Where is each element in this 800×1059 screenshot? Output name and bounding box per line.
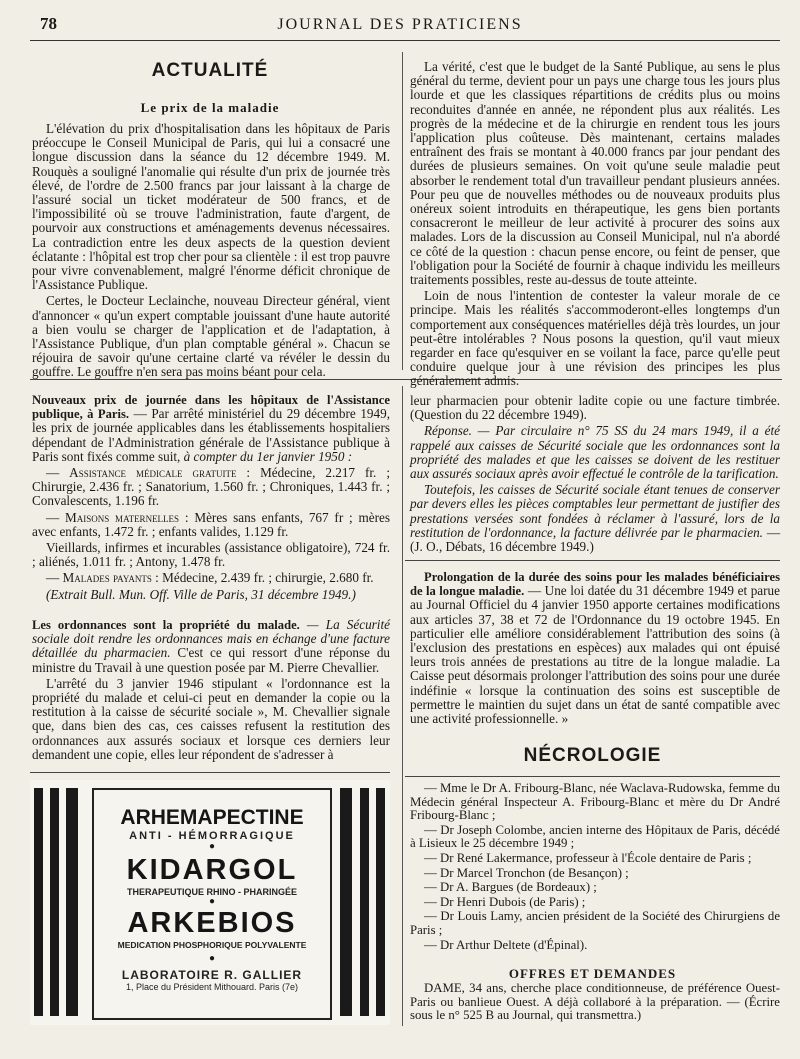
journal-title: JOURNAL DES PRATICIENS — [277, 16, 523, 33]
ad-tagline: ANTI - HÉMORRAGIQUE — [129, 830, 295, 842]
article-lead: Nouveaux prix de journée dans les hôpitaux de l'Assistance publique, à Paris. — [32, 393, 390, 422]
ad-brand: KIDARGOL — [126, 854, 298, 886]
paragraph: Certes, le Docteur Leclainche, nouveau Directeur général, vient d'annoncer « qu'un expert comptable jouissant d'une haute autorité a bien voulu se charger de l'application et de l'adaptation, à l'Assistance Publique, d'un plan comptable général ». Chacun se réjouira de savoir qu'une certaine clarté va révéler le dessin du gouffre. Le gouffre n'en sera pas moins béant pour cela. — [32, 293, 390, 380]
stripe — [376, 788, 385, 1016]
column-rule-bottom — [402, 386, 403, 1026]
list-item: Vieillards, infirmes et incurables (assistance obligatoire), 724 fr. ; aliénés, 1.011 fr. ; Antony, 1.478 fr. — [32, 540, 390, 570]
necrologie-item: — Dr Louis Lamy, ancien président de la Société des Chirurgiens de Paris ; — [410, 909, 780, 937]
paragraph: DAME, 34 ans, cherche place conditionneuse, de préférence Ouest-Paris ou banlieue Ouest. A déjà collaboré à la préparation. — (Écrire sous le n° 525 B au Journal, qui transmettra.) — [410, 981, 780, 1023]
necrologie-item: — Dr Joseph Colombe, ancien interne des Hôpitaux de Paris, décédé à Lisieux le 25 décembre 1949 ; — [410, 822, 780, 851]
stripe — [340, 788, 352, 1016]
ordonnances-article — [32, 618, 390, 764]
bullet: ● — [208, 841, 216, 852]
list-item: : Médecine, 2.217 fr. ; Chirurgie, 2.436 fr. ; Sanatorium, 1.560 fr. ; Chroniques, 1.443 fr. ; Convalescents, 1.196 fr. — [32, 465, 391, 509]
column-rule-top — [402, 52, 403, 370]
paragraph: La vérité, c'est que le budget de la Santé Publique, au sens le plus général du terme, devient pour un pays une charge tous les jours plus lourde et que les classiques répartitions de crédits plus ou moins reconduites d'année en année, ne répondent plus aux réalités. Les progrès de la médecine et de la chirurgie en rendent tous les jours l'application plus coûteuse. Dès maintenant, certains malades entraînent des frais se montant à 40.000 francs par jour pendant des durées de plusieurs semaines. On voit qu'une seule maladie peut absorber le rendement total d'un travailleur pendant plusieurs années. Pour peu que de nouvelles méthodes ou de nouveaux produits plus onéreux soient introduits en thérapeutique, les gens bien portants consacreront le meilleur de leur activité à procurer des soins aux malades. Lors de la discussion au Conseil Municipal, nul n'a abordé ce côté de la question : chacun pense encore, ou feint de penser, que l'obligation pour la Société de fournir à chaque individu les meilleurs traitements possibles, reste au-dessus de toute atteinte. — [410, 59, 780, 288]
actualite-right-text — [410, 60, 780, 391]
offres-title: OFFRES ET DEMANDES — [508, 966, 677, 981]
article-text: — Une loi datée du 31 décembre 1949 et parue au Journal Officiel du 4 janvier 1950 apporte certaines modifications aux articles 37, 38 et 72 de l'Ordonnance du 19 octobre 1945. En particulier elle améliore considérablement l'attribution des soins (à l'exclusion des prestations en espèces) aux malades qui ont épuisé leurs trois années de prestations au titre de la longue maladie. La Caisse peut désormais prolonger l'attribution des soins pour une durée indéfinie « lorsque la continuation des soins est susceptible de permettre le maintien du sujet dans un état de santé compatible avec une activité professionnelle. » — [410, 583, 781, 727]
ad-top-rule — [30, 772, 390, 773]
article-text: C'est ce qui ressort d'une réponse du ministre du Travail à une question posée par M. Pierre Chevallier. — [32, 645, 391, 675]
necrologie-item: — Dr A. Bargues (de Bordeaux) ; — [424, 880, 597, 895]
ad-brand: ARKEBIOS — [127, 907, 297, 939]
advertisement — [30, 780, 390, 1025]
stripe — [66, 788, 78, 1016]
list-item: : Médecine, 2.439 fr. ; chirurgie, 2.680 fr. — [151, 570, 374, 586]
ad-laboratory: LABORATOIRE R. GALLIER — [121, 968, 303, 982]
ordonnances-continued — [410, 394, 780, 556]
article-lead-italic: — La Sécurité sociale doit rendre les ordonnances mais en échange d'une facture détaillée du pharmacien. — [32, 617, 390, 661]
ad-address: 1, Place du Président Mithouard. Paris (7e) — [125, 982, 299, 992]
section-title-actualite: ACTUALITÉ — [151, 60, 269, 81]
reponse-text: Réponse. — Par circulaire n° 75 SS du 24 mars 1949, il a été rappelé aux caisses de Sécurité sociale que les ordonnances sont la propriété des malades et que les caisses se doivent de les restituer aux assurés sociaux après avoir effectué le contrôle de la tarification. — [410, 423, 780, 482]
necro-rule — [405, 776, 780, 777]
necrologie-item: — Dr Henri Dubois (de Paris) ; — [424, 894, 586, 909]
article-text-italic: à compter du 1er janvier 1950 : — [183, 448, 353, 464]
actualite-left-text — [32, 122, 390, 382]
prolongation-rule — [405, 560, 780, 561]
paragraph: leur pharmacien pour obtenir ladite copie ou une facture timbrée. (Question du 22 décembre 1949). — [410, 393, 780, 423]
section-title-necrologie: NÉCROLOGIE — [523, 745, 662, 766]
article-text: — Par arrêté ministériel du 29 décembre 1949, les prix de journée applicables dans les établissements hospitaliers dépendant de l'Administration générale de l'Assistance publique à Paris sont fixés comme suit, — [32, 406, 390, 464]
paragraph: Loin de nous l'intention de contester la valeur morale de ce principe. Mais les réalités s'accommoderont-elles longtemps d'un comportement aux conséquences matérielles déjà très lourdes, un jour peut-être intolérables ? Nous posons la question, qu'il vaut mieux regarder en face qu'esquiver en se voilant la face, parce qu'elle peut conduire quelque jour à une révision des principes les plus généralement admis. — [410, 288, 780, 389]
prolongation-article — [410, 570, 780, 728]
paragraph: L'arrêté du 3 janvier 1946 stipulant « l'ordonnance est la propriété du malade et celui-ci peut en demander la copie ou la restitution à la caisse de sécurité sociale », M. Chevallier signale que, dans bien des cas, ces caisses refusent la restitution des ordonnances aux assurés sociaux et lorsque ces derniers leur demandent une copie, elles leur répondent de s'adresser à — [32, 675, 390, 762]
list-label: Maisons maternelles — [65, 509, 180, 525]
article-subtitle: Le prix de la maladie — [140, 100, 280, 115]
necrologie-item: — Dr René Lakermance, professeur à l'École dentaire de Paris ; — [424, 850, 752, 865]
stripe — [50, 788, 59, 1016]
necrologie-list — [410, 782, 780, 953]
ad-tagline: THERAPEUTIQUE RHINO - PHARINGÉE — [126, 887, 297, 897]
ad-panel — [92, 788, 332, 1020]
article-lead: Prolongation de la durée des soins pour les malades bénéficiaires de la longue maladie. — [410, 570, 780, 599]
necrologie-item: — Mme le Dr A. Fribourg-Blanc, née Waclava-Rudowska, femme du Médecin général Inspecteur A. Fribourg-Blanc et mère du Dr André Fribourg-Blanc ; — [410, 781, 781, 823]
article-lead: Les ordonnances sont la propriété du malade. — [32, 618, 300, 632]
list-label: Assistance médicale gratuite — [69, 465, 237, 481]
necrologie-item: — Dr Marcel Tronchon (de Besançon) ; — [424, 865, 629, 880]
bullet: ● — [208, 953, 216, 964]
offres-text — [410, 982, 780, 1025]
stripe — [360, 788, 369, 1016]
list-item: : Mères sans enfants, 767 fr ; mères avec enfants, 1.472 fr. ; enfants valides, 1.129 fr. — [32, 509, 391, 539]
prix-article: Nouveaux prix de journée dans les hôpitaux de l'Assistance publique, à Paris. — Par arrêté ministériel du 29 décembre 1949, les prix de journée applicables dans les établissements hospitaliers dépendant de l'Administration générale de l'Assistance publique à Paris sont fixés comme suit, à compter du 1er janvier 1950 : — Assistance médicale gratuite : Médecine, 2.217 fr. ; Chirurgie, 2.436 fr. ; Sanatorium, 1.560 fr. ; Chroniques, 1.443 fr. ; Convalescents, 1.196 fr. — Maisons maternelles : Mères sans enfants, 767 fr ; mères avec enfants, 1.472 fr. ; enfants valides, 1.129 fr. Vieillards, infirmes et incurables (assistance obligatoire), 724 fr. ; aliénés, 1.011 fr. ; Antony, 1.478 fr. — Malades payants : Médecine, 2.439 fr. ; chirurgie, 2.680 fr. (Extrait Bull. Mun. Off. Ville de Paris, 31 décembre 1949.) — [32, 393, 391, 602]
bullet: ● — [208, 896, 216, 907]
header-rule — [30, 40, 780, 41]
paragraph: L'élévation du prix d'hospitalisation dans les hôpitaux de Paris préoccupe le Conseil Municipal de Paris, qui lui a consacré une longue discussion dans la séance du 12 décembre 1949. M. Rouquès a souligné l'anomalie qui résulte d'un prix de journée très élevé, de l'ordre de 2.500 francs par jour laissant à la charge de l'assuré social un ticket modérateur de 500 francs, et de l'impossibilité où se trouve l'administration, faute d'argent, de pourvoir aux constructions et aménagements devenus nécessaires. La contradiction entre les deux aspects de la question devient éclatante : l'hôpital est trop cher pour sa clientèle : il est trop pauvre pour vivre convenablement, malgré l'énorme déficit chronique de l'Assistance Publique. — [32, 121, 390, 293]
stripe — [34, 788, 43, 1016]
ad-brand: ARHEMAPECTINE — [120, 806, 304, 829]
necrologie-item: — Dr Arthur Deltete (d'Épinal). — [424, 937, 588, 952]
page-number: 78 — [40, 14, 57, 33]
ad-tagline: MEDICATION PHOSPHORIQUE POLYVALENTE — [117, 940, 307, 950]
source-citation: (Extrait Bull. Mun. Off. Ville de Paris, 31 décembre 1949.) — [46, 586, 356, 602]
source-citation: — (J. O., Débats, 16 décembre 1949.) — [410, 524, 781, 555]
list-label: Malades payants — [62, 570, 152, 586]
toutefois-text: Toutefois, les caisses de Sécurité sociale étant tenues de conserver par devers elles les pièces comptables leur permettant de justifier des prestations versées sont fondées à réclamer à l'assuré, lors de la restitution de l'ordonnance, la facture délivrée par le pharmacien. — [410, 482, 780, 540]
